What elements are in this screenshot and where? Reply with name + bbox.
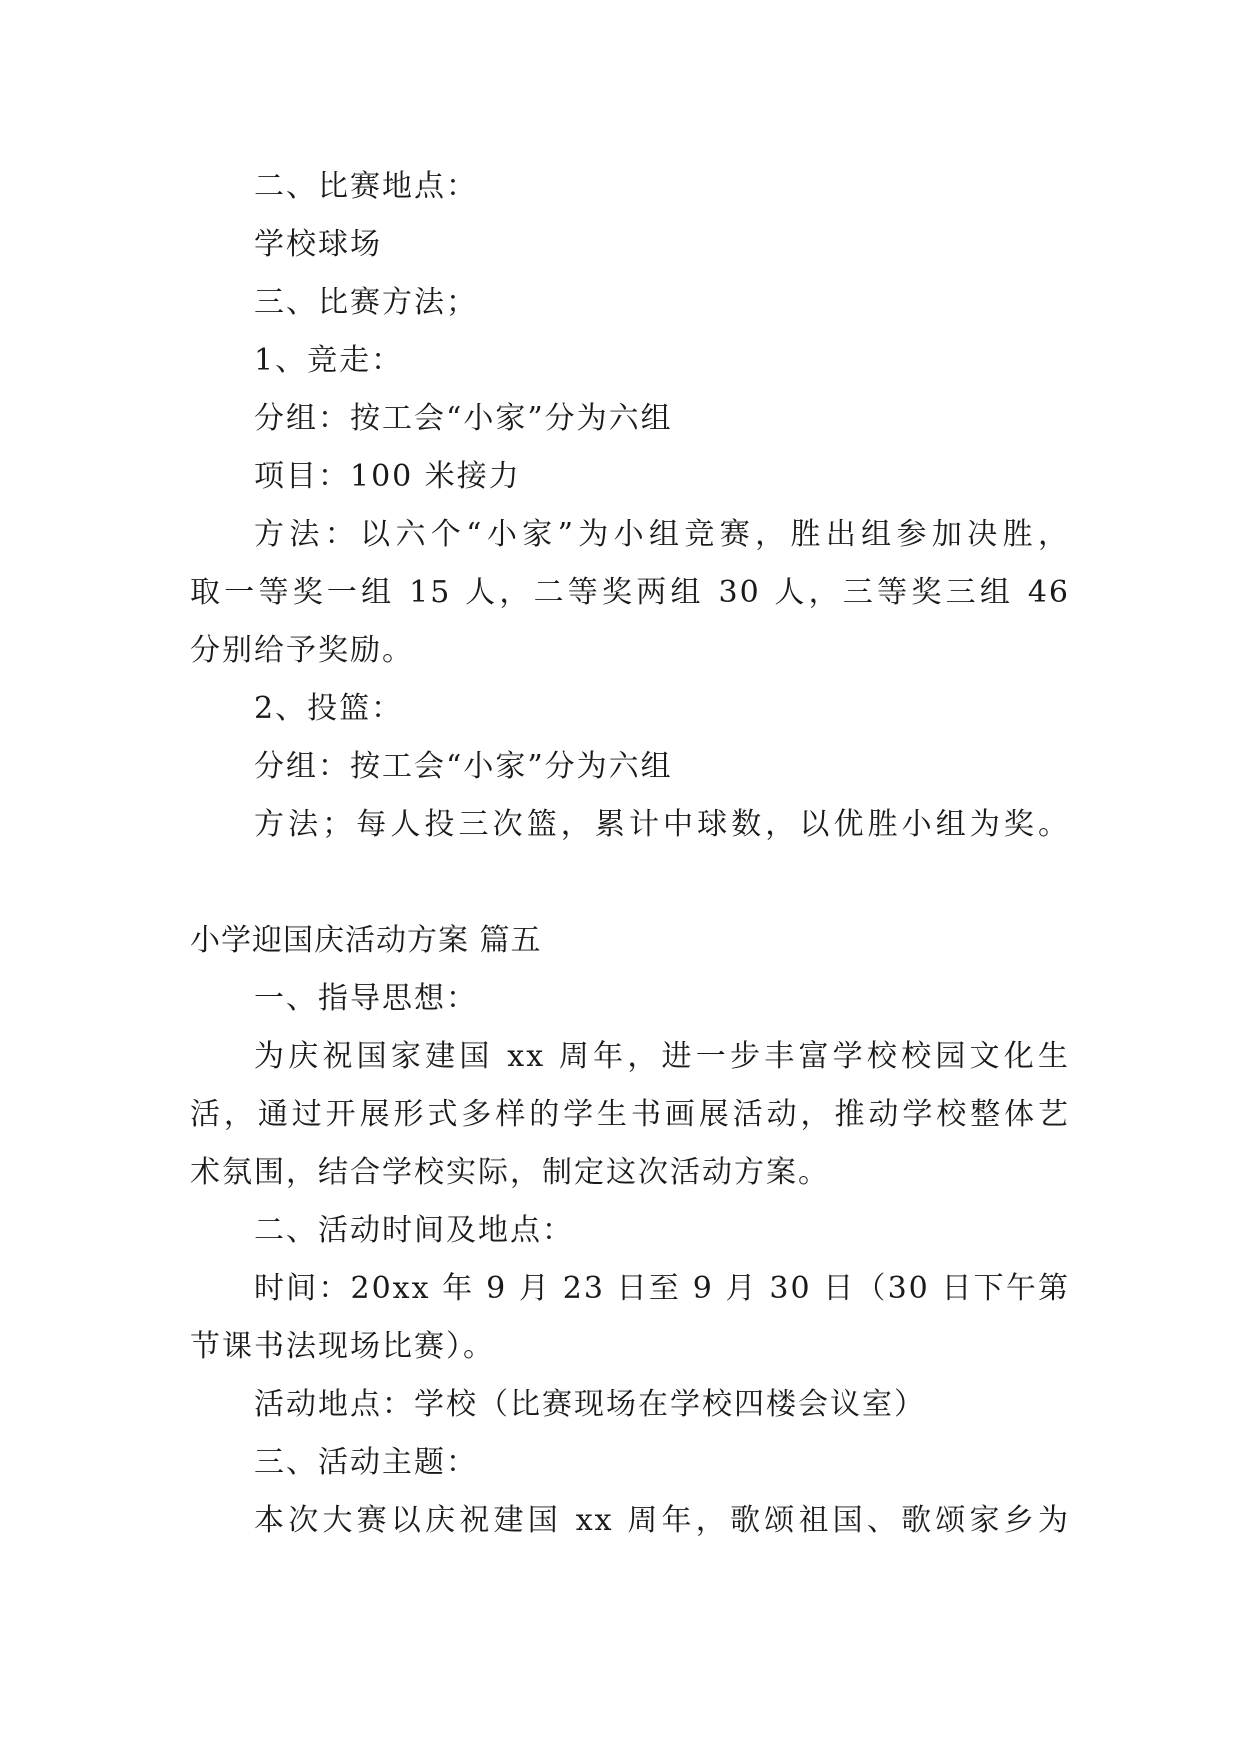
time-place-heading: 二、活动时间及地点： bbox=[254, 1213, 574, 1248]
location-heading: 二、比赛地点： bbox=[254, 169, 478, 204]
section5-title: 小学迎国庆活动方案 篇五 bbox=[190, 923, 542, 958]
guiding-line2: 活，通过开展形式多样的学生书画展活动，推动学校整体艺 bbox=[190, 1097, 1070, 1132]
location-value: 学校球场 bbox=[254, 227, 382, 262]
theme-heading: 三、活动主题： bbox=[254, 1445, 478, 1480]
item1-grouping: 分组：按工会“小家”分为六组 bbox=[254, 401, 673, 436]
document-page bbox=[190, 158, 1070, 1550]
place-line: 活动地点：学校（比赛现场在学校四楼会议室） bbox=[254, 1387, 926, 1422]
time-line2: 节课书法现场比赛）。 bbox=[190, 1329, 495, 1364]
method-heading: 三、比赛方法； bbox=[254, 285, 478, 320]
item1-title: 1、竞走： bbox=[254, 343, 404, 378]
item1-method-line1: 方法：以六个“小家”为小组竞赛，胜出组参加决胜， bbox=[254, 517, 1070, 552]
item1-event: 项目：100 米接力 bbox=[254, 459, 521, 494]
item2-grouping: 分组：按工会“小家”分为六组 bbox=[254, 749, 673, 784]
section-gap bbox=[190, 854, 1070, 912]
guiding-heading: 一、指导思想： bbox=[254, 981, 478, 1016]
item1-method-line2: 取一等奖一组 15 人，二等奖两组 30 人，三等奖三组 46 bbox=[190, 575, 1070, 610]
item2-title: 2、投篮： bbox=[254, 691, 404, 726]
guiding-line3: 术氛围，结合学校实际，制定这次活动方案。 bbox=[190, 1155, 830, 1190]
guiding-line1: 为庆祝国家建国 xx 周年，进一步丰富学校校园文化生 bbox=[254, 1039, 1070, 1074]
time-line1: 时间：20xx 年 9 月 23 日至 9 月 30 日（30 日下午第 bbox=[254, 1271, 1070, 1306]
item1-method-line3: 分别给予奖励。 bbox=[190, 633, 414, 668]
theme-line1: 本次大赛以庆祝建国 xx 周年，歌颂祖国、歌颂家乡为 bbox=[254, 1503, 1070, 1538]
item2-method: 方法；每人投三次篮，累计中球数，以优胜小组为奖。 bbox=[254, 807, 1070, 842]
